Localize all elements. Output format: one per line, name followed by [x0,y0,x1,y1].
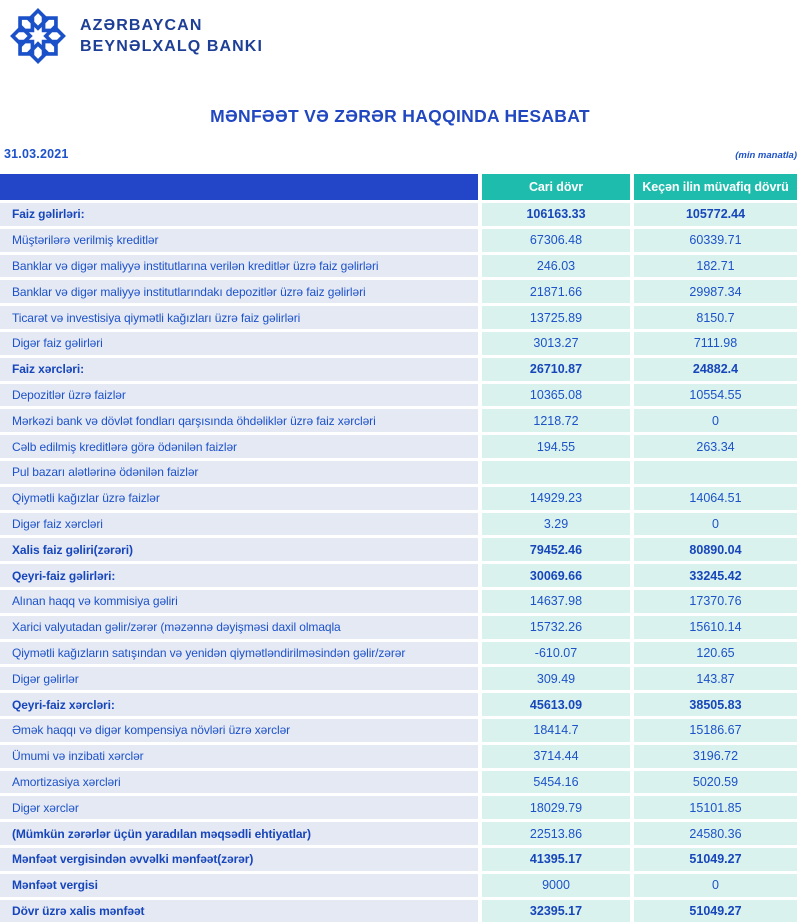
row-label: (Mümkün zərərlər üçün yaradılan məqsədli ehtiyatlar) [0,822,478,845]
row-previous-value: 24580.36 [634,822,797,845]
row-label: Qiymətli kağızlar üzrə faizlər [0,487,478,510]
row-current-value: 79452.46 [482,538,630,561]
row-current-value: 18029.79 [482,796,630,819]
row-current-value [482,461,630,484]
bank-logo-pinwheel-icon [10,8,66,64]
row-current-value: 30069.66 [482,564,630,587]
table-row [0,435,797,458]
row-label: Xarici valyutadan gəlir/zərər (məzənnə dəyişməsi daxil olmaqla [0,616,478,639]
row-previous-value: 120.65 [634,642,797,665]
table-row [0,409,797,432]
table-row [0,848,797,871]
header-previous-period: Keçən ilin müvafiq dövrü [634,174,797,200]
table-row [0,745,797,768]
row-label: Cəlb edilmiş kreditlərə görə ödənilən faizlər [0,435,478,458]
row-current-value: 5454.16 [482,771,630,794]
page-title: MƏNFƏƏT VƏ ZƏRƏR HAQQINDA HESABAT [210,106,590,126]
row-current-value: 21871.66 [482,280,630,303]
row-previous-value: 15186.67 [634,719,797,742]
row-previous-value: 0 [634,409,797,432]
row-previous-value: 182.71 [634,255,797,278]
row-current-value: 26710.87 [482,358,630,381]
row-current-value: 18414.7 [482,719,630,742]
row-current-value: 14929.23 [482,487,630,510]
header-current-period: Cari dövr [482,174,630,200]
row-previous-value: 105772.44 [634,203,797,226]
row-current-value: 14637.98 [482,590,630,613]
row-label: Digər xərclər [0,796,478,819]
row-label: Alınan haqq və kommisiya gəliri [0,590,478,613]
row-current-value: 13725.89 [482,306,630,329]
table-row [0,590,797,613]
row-label: Banklar və digər maliyyə institutlarındakı depozitlər üzrə faiz gəlirləri [0,280,478,303]
row-label: Xalis faiz gəliri(zərəri) [0,538,478,561]
row-previous-value: 80890.04 [634,538,797,561]
report-meta [4,147,797,161]
table-body [0,203,797,922]
table-row [0,693,797,716]
table-header-row [0,174,797,200]
bank-name-line2: BEYNƏLXALQ BANKI [80,38,263,55]
unit-note: (min manatla) [735,150,797,161]
row-label: Qeyri-faiz gəlirləri: [0,564,478,587]
row-label: Banklar və digər maliyyə institutlarına verilən kreditlər üzrə faiz gəlirləri [0,255,478,278]
row-previous-value: 38505.83 [634,693,797,716]
table-row [0,461,797,484]
row-previous-value: 0 [634,513,797,536]
table-row [0,822,797,845]
table-row [0,667,797,690]
header-empty-cell [0,174,478,200]
row-label: Depozitlər üzrə faizlər [0,384,478,407]
table-row [0,616,797,639]
row-label: Pul bazarı alətlərinə ödənilən faizlər [0,461,478,484]
row-previous-value: 14064.51 [634,487,797,510]
row-current-value: 309.49 [482,667,630,690]
table-row [0,538,797,561]
row-previous-value: 29987.34 [634,280,797,303]
row-previous-value: 3196.72 [634,745,797,768]
table-row [0,280,797,303]
row-label: Mərkəzi bank və dövlət fondları qarşısında öhdəliklər üzrə faiz xərcləri [0,409,478,432]
row-label: Əmək haqqı və digər kompensiya növləri üzrə xərclər [0,719,478,742]
row-previous-value: 143.87 [634,667,797,690]
row-previous-value: 15610.14 [634,616,797,639]
row-label: Amortizasiya xərcləri [0,771,478,794]
row-previous-value: 51049.27 [634,900,797,923]
table-row [0,332,797,355]
row-label: Digər faiz gəlirləri [0,332,478,355]
bank-name [80,15,263,57]
row-previous-value: 17370.76 [634,590,797,613]
row-previous-value: 0 [634,874,797,897]
row-previous-value: 24882.4 [634,358,797,381]
table-row [0,203,797,226]
row-current-value: 3013.27 [482,332,630,355]
row-current-value: 194.55 [482,435,630,458]
table-row [0,513,797,536]
table-row [0,306,797,329]
row-previous-value [634,461,797,484]
row-previous-value: 263.34 [634,435,797,458]
row-label: Mənfəət vergisi [0,874,478,897]
table-row [0,255,797,278]
row-current-value: 9000 [482,874,630,897]
row-previous-value: 60339.71 [634,229,797,252]
row-current-value: 10365.08 [482,384,630,407]
bank-header [10,8,263,64]
row-previous-value: 7111.98 [634,332,797,355]
row-current-value: -610.07 [482,642,630,665]
row-previous-value: 33245.42 [634,564,797,587]
row-label: Digər faiz xərcləri [0,513,478,536]
table-row [0,564,797,587]
row-current-value: 32395.17 [482,900,630,923]
row-label: Dövr üzrə xalis mənfəət [0,900,478,923]
row-current-value: 246.03 [482,255,630,278]
table-row [0,900,797,923]
table-row [0,874,797,897]
bank-name-line1: AZƏRBAYCAN [80,16,203,34]
row-current-value: 67306.48 [482,229,630,252]
report-date: 31.03.2021 [4,147,69,161]
row-previous-value: 5020.59 [634,771,797,794]
table-row [0,642,797,665]
row-current-value: 45613.09 [482,693,630,716]
row-label: Qeyri-faiz xərcləri: [0,693,478,716]
row-label: Ticarət və investisiya qiymətli kağızları üzrə faiz gəlirləri [0,306,478,329]
table-row [0,796,797,819]
row-current-value: 3.29 [482,513,630,536]
row-current-value: 3714.44 [482,745,630,768]
row-current-value: 1218.72 [482,409,630,432]
row-label: Faiz xərcləri: [0,358,478,381]
table-row [0,358,797,381]
row-current-value: 106163.33 [482,203,630,226]
row-label: Qiymətli kağızların satışından və yenidən qiymətləndirilməsindən gəlir/zərər [0,642,478,665]
row-current-value: 15732.26 [482,616,630,639]
row-current-value: 41395.17 [482,848,630,871]
table-row [0,719,797,742]
table-row [0,487,797,510]
row-label: Ümumi və inzibati xərclər [0,745,478,768]
row-label: Digər gəlirlər [0,667,478,690]
pnl-table [0,174,797,924]
row-label: Faiz gəlirləri: [0,203,478,226]
row-previous-value: 15101.85 [634,796,797,819]
row-label: Müştərilərə verilmiş kreditlər [0,229,478,252]
row-label: Mənfəət vergisindən əvvəlki mənfəət(zərər) [0,848,478,871]
row-previous-value: 10554.55 [634,384,797,407]
table-row [0,771,797,794]
table-row [0,384,797,407]
row-current-value: 22513.86 [482,822,630,845]
row-previous-value: 8150.7 [634,306,797,329]
table-row [0,229,797,252]
row-previous-value: 51049.27 [634,848,797,871]
